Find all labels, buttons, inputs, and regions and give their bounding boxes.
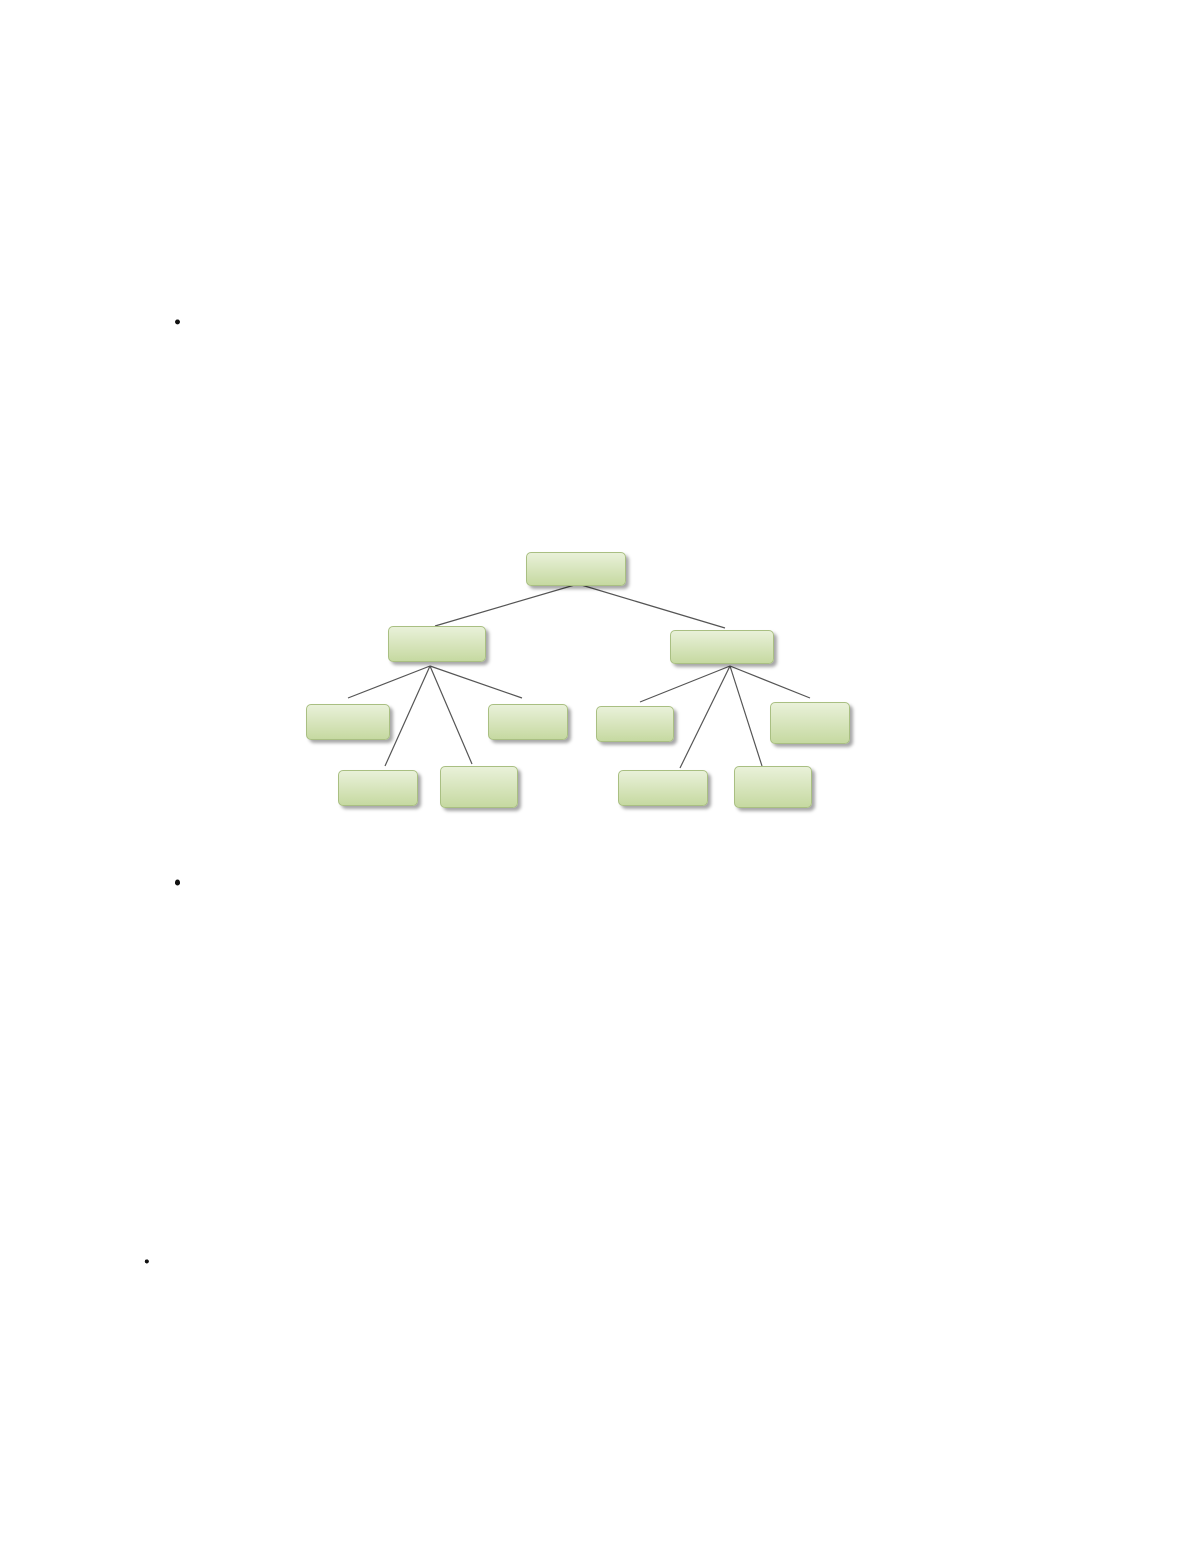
node-sequence-discovery: [770, 702, 850, 744]
node-prediction: [488, 704, 568, 740]
connector-line: [430, 666, 472, 764]
connector-line: [435, 584, 578, 626]
node-time-series: [440, 766, 518, 808]
node-association-rules: [734, 766, 812, 808]
node-descriptive: [670, 630, 774, 664]
connector-line: [680, 666, 730, 768]
connector-line: [430, 666, 522, 698]
connector-line: [730, 666, 762, 766]
node-summarization: [618, 770, 708, 806]
summary-points: [142, 867, 1060, 868]
node-regression: [338, 770, 418, 806]
data-mining-diagram: [300, 546, 870, 816]
node-clustering: [596, 706, 674, 742]
connector-line: [730, 666, 810, 698]
connector-line: [640, 666, 730, 702]
node-predictive: [388, 626, 486, 662]
connector-line: [578, 584, 725, 628]
node-data-mining: [526, 552, 626, 586]
node-classification: [306, 704, 390, 740]
